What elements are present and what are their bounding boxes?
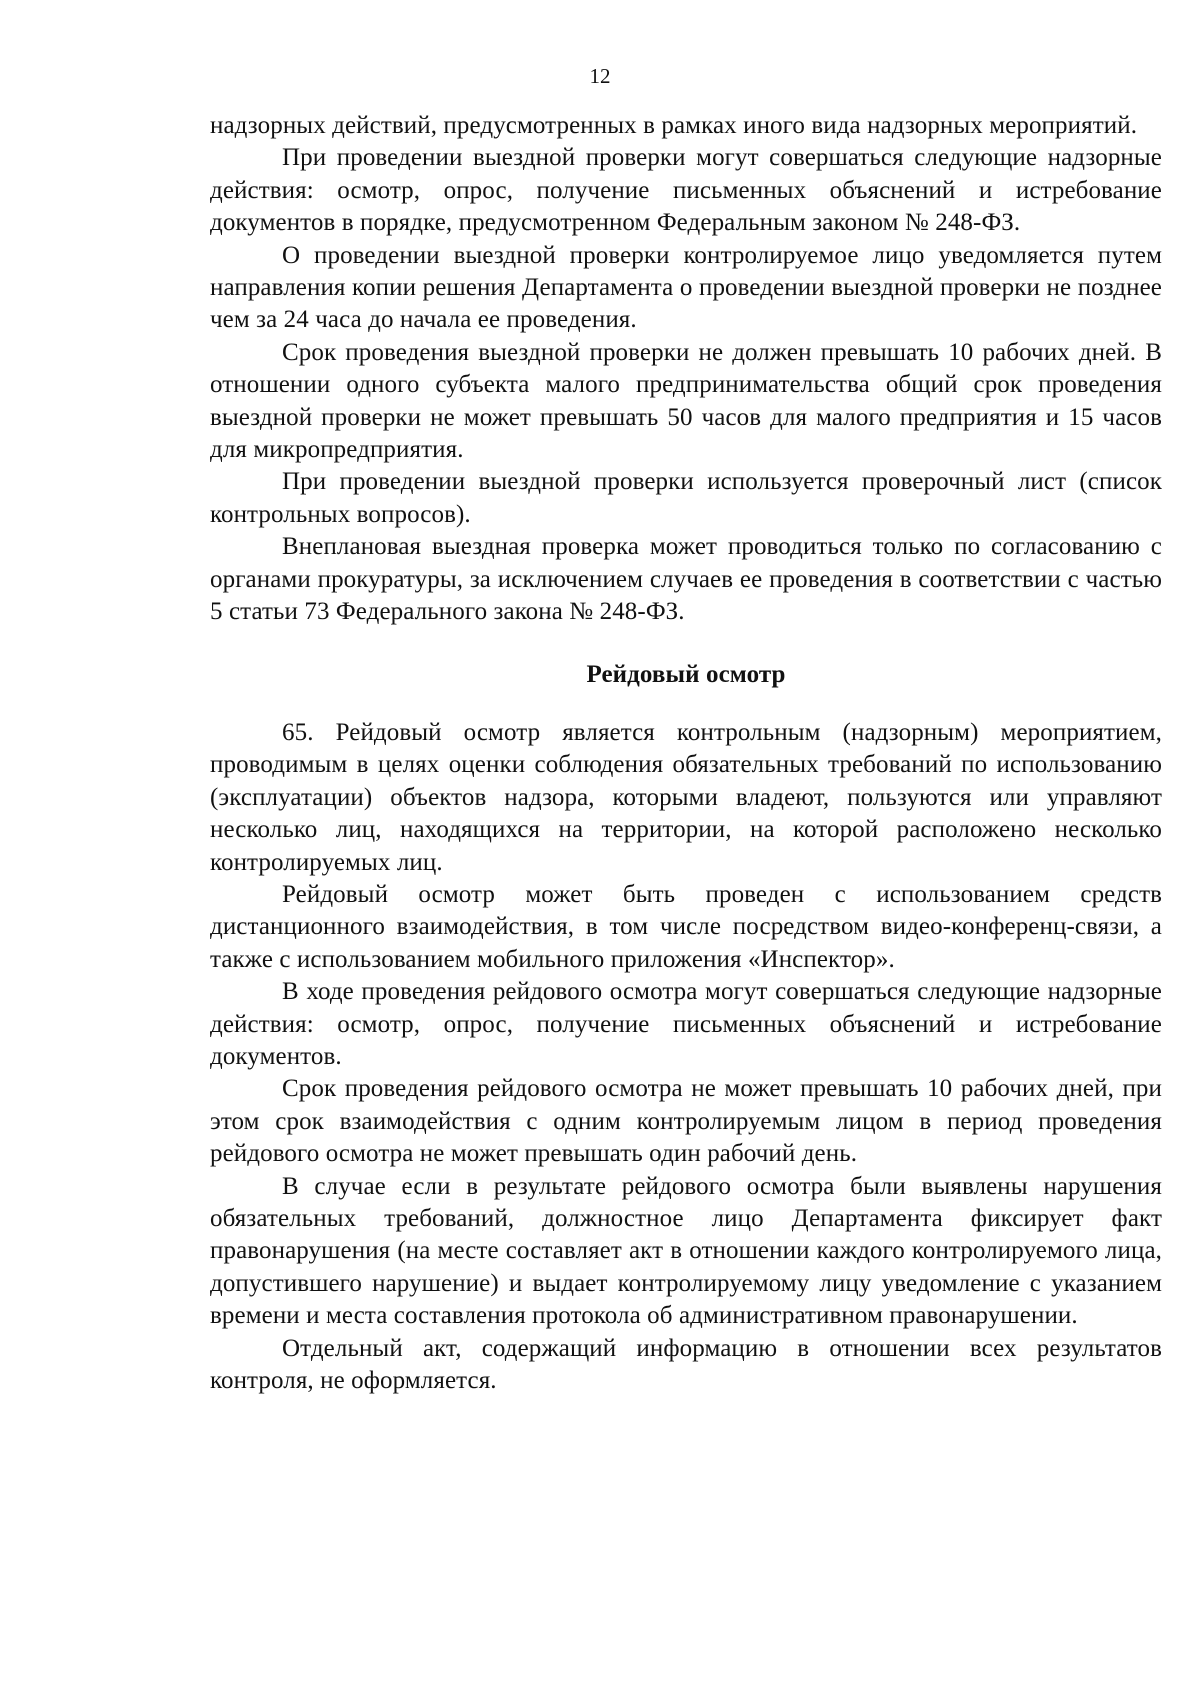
- page-number: 12: [589, 64, 611, 88]
- paragraph-raid-act: Отдельный акт, содержащий информацию в отношении всех результатов контроля, не оформляется.: [210, 1334, 1162, 1395]
- paragraph-inspection-notice: О проведении выездной проверки контролируемое лицо уведомляется путем направления копии решения Департамента о проведении выездной проверки не позднее чем за 24 часа до начала ее проведения.: [210, 241, 1162, 334]
- paragraph-raid-violations: В случае если в результате рейдового осмотра были выявлены нарушения обязательных требований, должностное лицо Департамента фиксирует факт правонарушения (на месте составляет акт в отношении каждого контролируемого лица, допустившего нарушение) и выдает контролируемому лицу уведомление с указанием времени и места составления протокола об административном правонарушении.: [210, 1172, 1162, 1330]
- paragraph-continuation: надзорных действий, предусмотренных в рамках иного вида надзорных мероприятий.: [210, 112, 1138, 139]
- paragraph-inspection-actions: При проведении выездной проверки могут совершаться следующие надзорные действия: осмотр, опрос, получение письменных объяснений и истребование документов в порядке, предусмотренном Федеральным законом № 248-ФЗ.: [210, 144, 1162, 237]
- paragraph-raid-remote: Рейдовый осмотр может быть проведен с использованием средств дистанционного взаимодействия, в том числе посредством видео-конференц-связи, а также с использованием мобильного приложения «Инспектор».: [210, 880, 1162, 973]
- paragraph-raid-definition: 65. Рейдовый осмотр является контрольным (надзорным) мероприятием, проводимым в целях оценки соблюдения обязательных требований по использованию (эксплуатации) объектов надзора, которыми владеют, пользуются или управляют несколько лиц, находящихся на территории, на которой расположено несколько контролируемых лиц.: [210, 718, 1162, 876]
- paragraph-raid-duration: Срок проведения рейдового осмотра не может превышать 10 рабочих дней, при этом срок взаимодействия с одним контролируемым лицом в период проведения рейдового осмотра не может превышать один рабочий день.: [210, 1075, 1162, 1168]
- paragraph-checklist: При проведении выездной проверки используется проверочный лист (список контрольных вопросов).: [210, 468, 1162, 528]
- paragraph-unscheduled-inspection: Внеплановая выездная проверка может проводиться только по согласованию с органами прокуратуры, за исключением случаев ее проведения в соответствии с частью 5 статьи 73 Федерального закона № 248-ФЗ.: [210, 533, 1162, 626]
- section-heading: Рейдовый осмотр: [586, 660, 786, 688]
- document-body: [210, 110, 1162, 1397]
- paragraph-inspection-duration: Срок проведения выездной проверки не должен превышать 10 рабочих дней. В отношении одного субъекта малого предпринимательства общий срок проведения выездной проверки не может превышать 50 часов для малого предприятия и 15 часов для микропредприятия.: [210, 338, 1162, 464]
- paragraph-raid-actions: В ходе проведения рейдового осмотра могут совершаться следующие надзорные действия: осмотр, опрос, получение письменных объяснений и истребование документов.: [210, 978, 1162, 1070]
